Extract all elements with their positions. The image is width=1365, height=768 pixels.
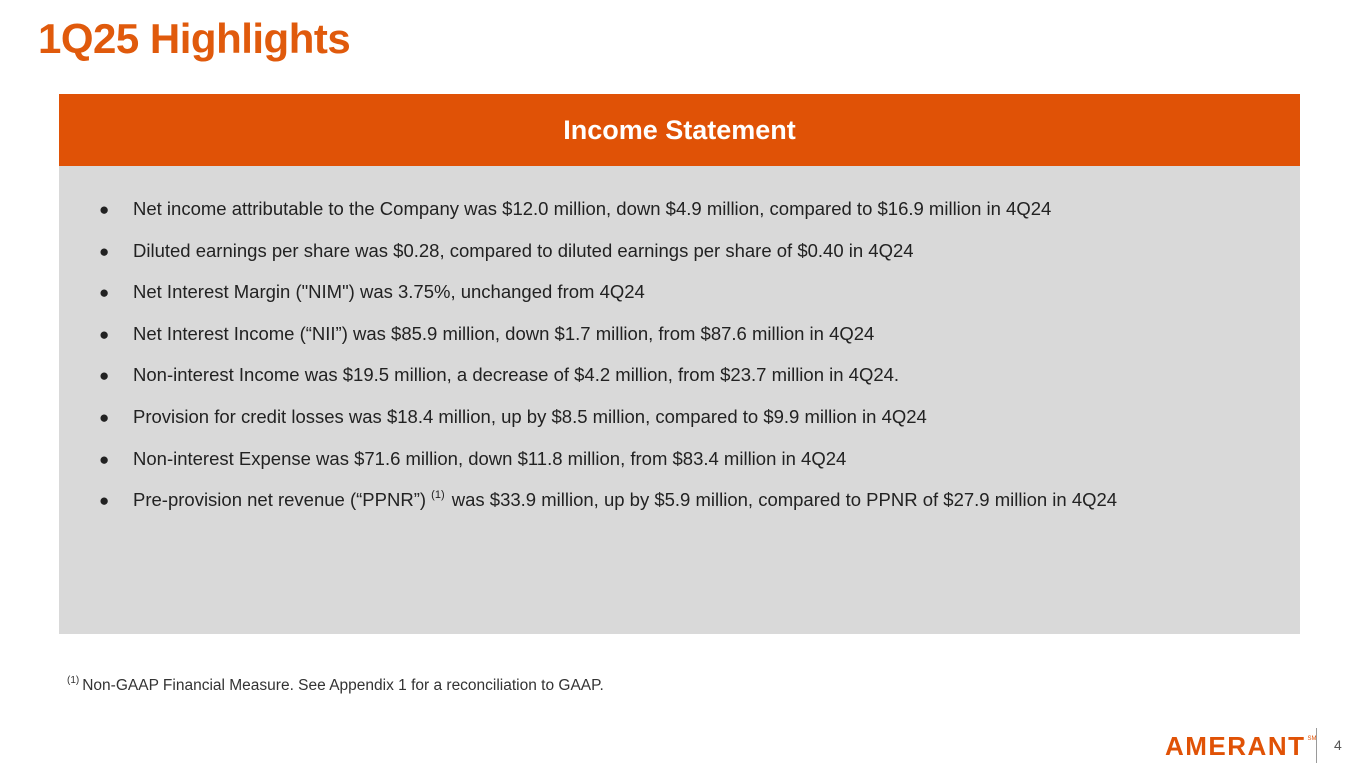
list-item-text: Net Interest Income (“NII”) was $85.9 million, down $1.7 million, from $87.6 million in 4Q24 <box>133 322 875 344</box>
bullet-icon: ● <box>99 324 110 344</box>
list-item <box>99 323 1117 365</box>
list-item-text: Non-interest Expense was $71.6 million, down $11.8 million, from $83.4 million in 4Q24 <box>133 447 847 469</box>
list-item <box>99 406 1117 448</box>
list-item <box>99 448 1117 490</box>
list-item <box>99 198 1117 240</box>
list-item-text: Diluted earnings per share was $0.28, compared to diluted earnings per share of $0.40 in 4Q24 <box>133 239 914 261</box>
bullet-icon: ● <box>99 283 110 303</box>
highlights-list <box>99 198 1117 531</box>
ppnr-text-after: was $33.9 million, up by $5.9 million, compared to PPNR of $27.9 million in 4Q24 <box>451 489 1118 511</box>
panel-header-title: Income Statement <box>563 114 796 145</box>
footnote-text: Non-GAAP Financial Measure. See Appendix 1 for a reconciliation to GAAP. <box>82 677 604 694</box>
bullet-icon: ● <box>99 449 110 469</box>
list-item <box>99 489 1117 531</box>
list-item-text: Non-interest Income was $19.5 million, a decrease of $4.2 million, from $23.7 million in 4Q24. <box>133 364 900 386</box>
list-item-text <box>133 489 1117 511</box>
bullet-icon: ● <box>99 241 110 261</box>
footnote-reference: (1) <box>431 489 445 502</box>
amerant-logo <box>1165 731 1317 761</box>
page-number: 4 <box>1334 737 1342 753</box>
bullet-icon: ● <box>99 491 110 511</box>
bullet-icon: ● <box>99 200 110 219</box>
logo-text: AMERANT <box>1165 731 1306 761</box>
footnote-marker: (1) <box>67 675 80 686</box>
list-item-text: Net Interest Margin ("NIM") was 3.75%, unchanged from 4Q24 <box>133 281 645 303</box>
panel-header <box>59 94 1300 166</box>
bullet-icon: ● <box>99 366 110 386</box>
footnote <box>67 677 604 695</box>
logo-service-mark: SM <box>1307 736 1317 742</box>
list-item-text: Provision for credit losses was $18.4 million, up by $8.5 million, compared to $9.9 million in 4Q24 <box>133 405 927 427</box>
bullet-icon: ● <box>99 407 110 427</box>
list-item-text: Net income attributable to the Company was $12.0 million, down $4.9 million, compared to $16.9 million in 4Q24 <box>133 198 1052 219</box>
slide-title: 1Q25 Highlights <box>38 15 351 62</box>
list-item <box>99 364 1117 406</box>
logo-divider <box>1316 728 1317 763</box>
ppnr-text-before: Pre-provision net revenue (“PPNR”) <box>133 489 427 511</box>
list-item <box>99 240 1117 282</box>
panel-body <box>59 166 1300 634</box>
list-item <box>99 281 1117 323</box>
